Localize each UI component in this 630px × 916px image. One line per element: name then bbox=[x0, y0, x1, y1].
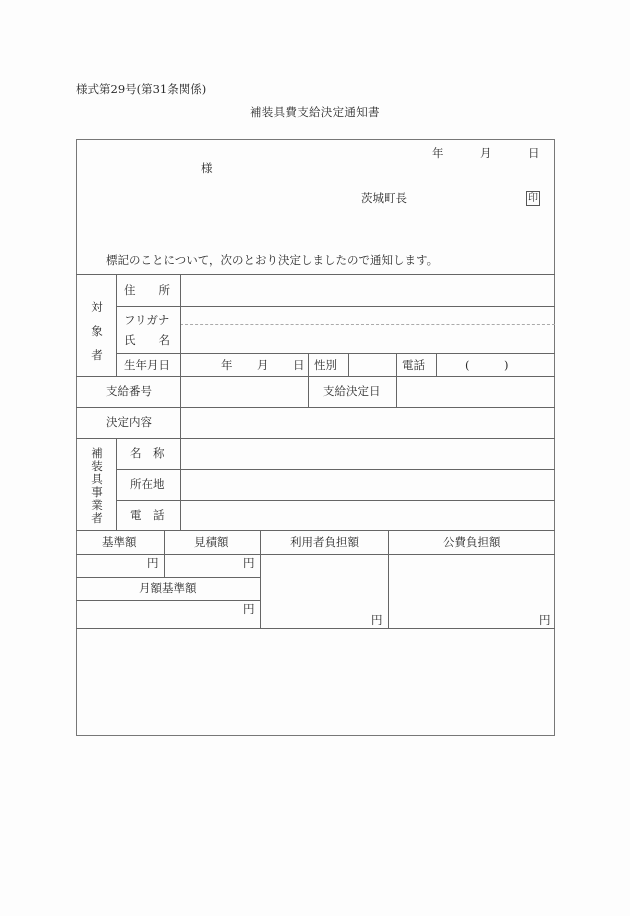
date-day-label: 日 bbox=[528, 146, 540, 160]
document-title: 補装具費支給決定通知書 bbox=[250, 105, 380, 119]
provider-location-label: 所在地 bbox=[130, 477, 165, 491]
user-burden-label: 利用者負担額 bbox=[290, 535, 359, 549]
gender-field[interactable] bbox=[349, 354, 396, 376]
date-month-label: 月 bbox=[480, 146, 492, 160]
estimate-amount-label: 見積額 bbox=[194, 535, 229, 549]
furigana-label: フリガナ bbox=[124, 313, 170, 327]
standard-amount-unit: 円 bbox=[147, 556, 159, 570]
divider bbox=[76, 554, 555, 555]
provider-phone-field[interactable] bbox=[181, 501, 555, 530]
divider bbox=[76, 577, 260, 578]
divider bbox=[116, 274, 117, 376]
address-field[interactable] bbox=[181, 275, 555, 306]
estimate-amount-unit: 円 bbox=[243, 556, 255, 570]
birthdate-day[interactable]: 日 bbox=[293, 358, 305, 372]
divider bbox=[436, 353, 437, 376]
provider-location-field[interactable] bbox=[181, 470, 555, 500]
birthdate-year[interactable]: 年 bbox=[221, 358, 233, 372]
gender-label: 性別 bbox=[314, 358, 337, 372]
phone-label: 電話 bbox=[402, 358, 425, 372]
provider-name-field[interactable] bbox=[181, 439, 555, 469]
decision-content-field[interactable] bbox=[181, 408, 555, 438]
furigana-field[interactable] bbox=[181, 307, 555, 324]
divider bbox=[164, 530, 165, 577]
date-year-label: 年 bbox=[432, 146, 444, 160]
decision-content-label: 決定内容 bbox=[106, 415, 152, 429]
public-burden-label: 公費負担額 bbox=[443, 535, 501, 549]
standard-amount-label: 基準額 bbox=[102, 535, 137, 549]
monthly-standard-unit: 円 bbox=[243, 602, 255, 616]
payment-number-label: 支給番号 bbox=[106, 384, 152, 398]
divider bbox=[308, 353, 309, 407]
monthly-standard-label: 月額基準額 bbox=[139, 581, 197, 595]
provider-phone-label: 電 話 bbox=[130, 508, 165, 522]
decision-date-field[interactable] bbox=[397, 377, 555, 407]
divider bbox=[116, 353, 555, 354]
divider bbox=[76, 530, 555, 531]
public-burden-unit: 円 bbox=[539, 613, 551, 627]
subject-group-label: 対 象 者 bbox=[91, 300, 103, 362]
issuer-name: 茨城町長 bbox=[361, 191, 407, 205]
recipient-suffix: 様 bbox=[201, 161, 213, 175]
remarks-area[interactable] bbox=[77, 629, 554, 735]
address-label: 住 所 bbox=[124, 283, 170, 297]
provider-name-label: 名 称 bbox=[130, 446, 165, 460]
name-label: 氏 名 bbox=[124, 333, 170, 347]
name-field[interactable] bbox=[181, 325, 555, 353]
decision-date-label: 支給決定日 bbox=[323, 384, 381, 398]
form-reference: 様式第29号(第31条関係) bbox=[76, 82, 207, 96]
divider bbox=[76, 600, 260, 601]
divider bbox=[260, 530, 261, 628]
divider bbox=[388, 530, 389, 628]
payment-number-field[interactable] bbox=[181, 377, 308, 407]
divider bbox=[116, 438, 117, 530]
phone-field[interactable]: ( ) bbox=[465, 358, 509, 372]
notice-body-text: 標記のことについて，次のとおり決定しましたので通知します。 bbox=[106, 253, 439, 267]
seal-icon: 印 bbox=[528, 193, 538, 204]
birthdate-month[interactable]: 月 bbox=[257, 358, 269, 372]
birthdate-label: 生年月日 bbox=[124, 358, 170, 372]
user-burden-unit: 円 bbox=[371, 613, 383, 627]
provider-group-label: 補 装 具 事 業 者 bbox=[91, 446, 103, 525]
